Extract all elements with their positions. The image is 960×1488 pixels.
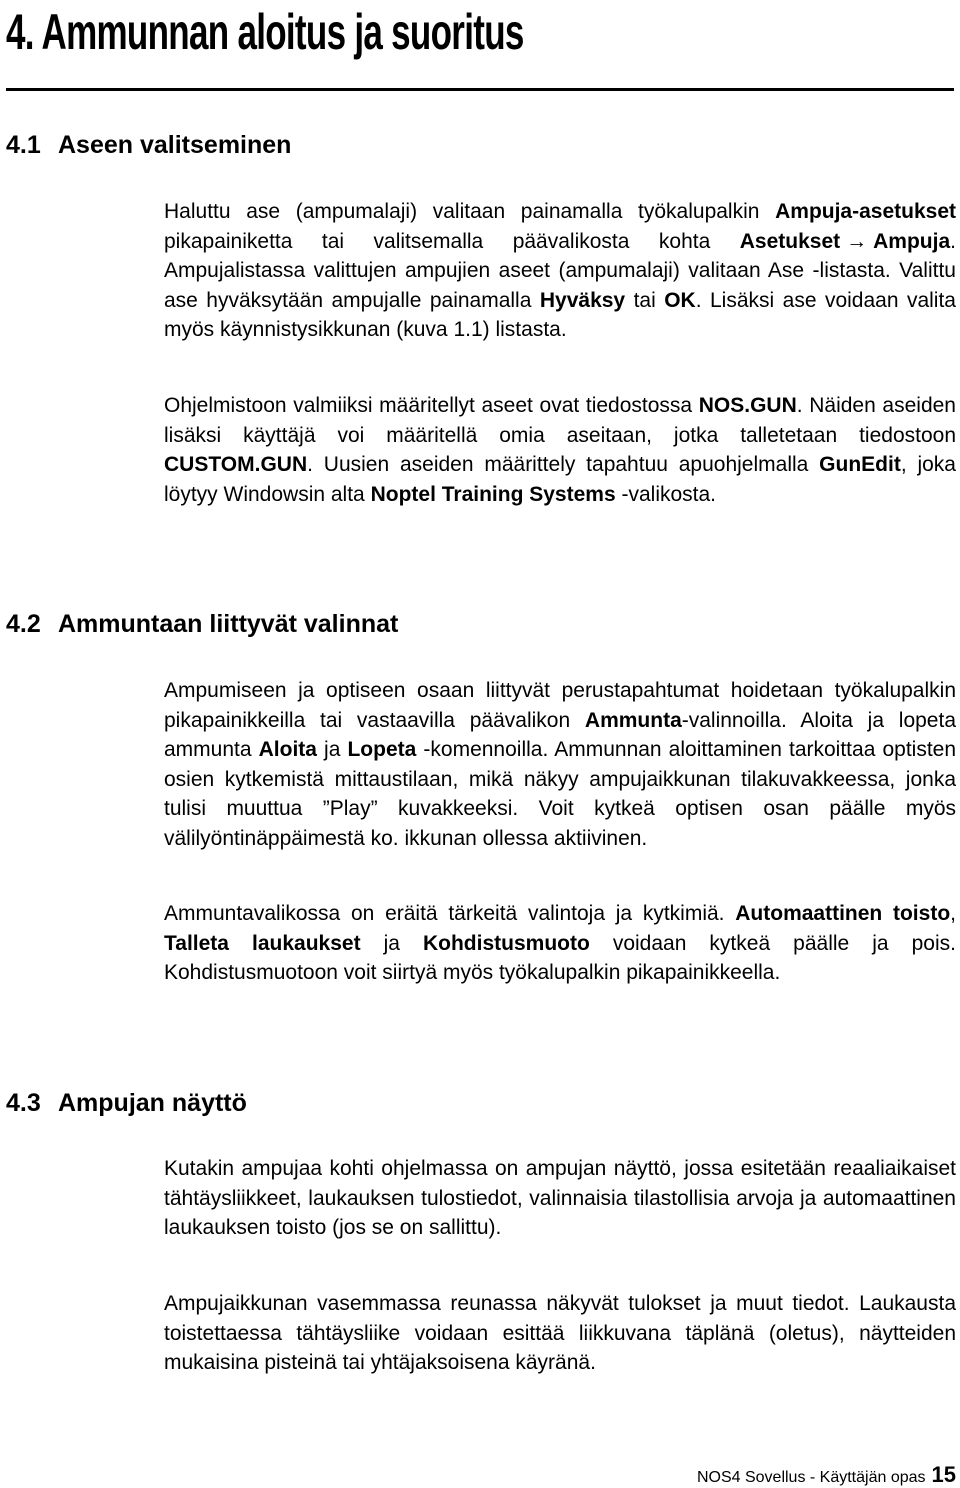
page-footer bbox=[697, 1462, 956, 1488]
text-run: -valikosta. bbox=[615, 482, 717, 506]
text-run: tai bbox=[625, 288, 665, 312]
paragraph bbox=[164, 1289, 956, 1378]
bold-term: Talleta laukaukset bbox=[164, 931, 361, 955]
text-run: Ammuntavalikossa on eräitä tärkeitä valintoja ja kytkimiä. bbox=[164, 902, 736, 925]
text-run: . Ampujalistassa valittujen ampujien aseet (ampumalaji) valitaan Ase -listasta. Valittu ase hyväksytään ampujalle painamalla bbox=[164, 229, 956, 312]
bold-term: Kohdistusmuoto bbox=[422, 931, 590, 955]
text-run: , bbox=[950, 902, 956, 925]
section-heading-4-3 bbox=[6, 1088, 247, 1118]
bold-term: OK bbox=[664, 288, 696, 312]
paragraph bbox=[164, 676, 956, 854]
section-title: Ammuntaan liittyvät valinnat bbox=[58, 610, 399, 638]
footer-text: NOS4 Sovellus - Käyttäjän opas bbox=[696, 1469, 926, 1486]
text-run: -valinnoilla. Aloita ja lopeta ammunta bbox=[164, 708, 956, 762]
section-number: 4.3 bbox=[6, 1089, 41, 1117]
text-run: Ohjelmistoon valmiiksi määritellyt aseet ovat tiedostossa bbox=[164, 394, 699, 417]
section-title: Ampujan näyttö bbox=[58, 1089, 247, 1117]
bold-term: CUSTOM.GUN bbox=[164, 453, 308, 477]
bold-term: Ammunta bbox=[584, 708, 682, 732]
bold-term: GunEdit bbox=[819, 453, 901, 477]
bold-term: Noptel Training Systems bbox=[370, 482, 616, 506]
text-run: Ampujaikkunan vasemmassa reunassa näkyvät tulokset ja muut tiedot. Laukausta toistettaessa tähtäysliike voidaan esittää liikkuvana täplänä (oletus), näytteiden mukaisina pisteinä tai yhtäjaksoisena käyränä. bbox=[164, 1292, 956, 1375]
bold-term: Ampuja bbox=[873, 229, 951, 253]
text-run: ja bbox=[316, 738, 348, 762]
bold-term: Ampuja-asetukset bbox=[775, 200, 956, 223]
bold-term: Aloita bbox=[258, 738, 317, 762]
text-run: , joka löytyy Windowsin alta bbox=[164, 453, 956, 506]
text-run: ja bbox=[360, 931, 423, 955]
paragraph bbox=[164, 899, 956, 988]
section-heading-4-1 bbox=[6, 130, 291, 160]
paragraph bbox=[164, 391, 956, 509]
section-number: 4.1 bbox=[6, 131, 41, 159]
section-number: 4.2 bbox=[6, 610, 41, 638]
section-heading-4-2 bbox=[6, 609, 398, 639]
bold-term: Lopeta bbox=[347, 738, 417, 762]
bold-term: NOS.GUN bbox=[698, 394, 797, 417]
text-run: -komennoilla. Ammunnan aloittaminen tarkoittaa optisten osien kytkemistä mittaustilaan, mikä näkyy ampujaikkunan tilakuvakkeessa, jonka tulisi muuttua ”Play” kuvakkeeksi. Voit kytkeä optisen osan päälle myös välilyöntinäppäimestä ko. ikkunan ollessa aktiivinen. bbox=[164, 738, 957, 850]
text-run: Ampumiseen ja optiseen osaan liittyvät perustapahtumat hoidetaan työkalupalkin pikapainikkeilla tai vastaavilla päävalikon bbox=[164, 679, 956, 732]
text-run: Kutakin ampujaa kohti ohjelmassa on ampujan näyttö, jossa esitetään reaaliaikaiset tähtäysliikkeet, laukauksen tulostiedot, valinnaisia tilastollisia arvoja ja automaattinen laukauksen toisto (jos se on sallittu). bbox=[164, 1157, 956, 1240]
bold-term: Asetukset bbox=[739, 229, 841, 253]
section-title: Aseen valitseminen bbox=[58, 131, 292, 159]
paragraph bbox=[164, 197, 956, 345]
text-run: . Uusien aseiden määrittely tapahtuu apuohjelmalla bbox=[307, 453, 820, 477]
paragraph bbox=[164, 1154, 956, 1243]
chapter-rule bbox=[6, 88, 954, 91]
page-number: 15 bbox=[931, 1462, 956, 1487]
bold-term: Hyväksy bbox=[539, 288, 626, 312]
arrow-right-icon: → bbox=[846, 229, 868, 253]
text-run: pikapainiketta tai valitsemalla päävalikosta kohta bbox=[164, 229, 740, 253]
text-run: . Lisäksi ase voidaan valita myös käynnistysikkunan (kuva 1.1) listasta. bbox=[164, 288, 956, 342]
chapter-title: 4. Ammunnan aloitus ja suoritus bbox=[6, 4, 524, 60]
text-run: Haluttu ase (ampumalaji) valitaan painamalla työkalupalkin bbox=[164, 200, 776, 223]
text-run: . Näiden aseiden lisäksi käyttäjä voi määritellä omia aseitaan, jotka talletetaan tiedostoon bbox=[164, 394, 956, 447]
text-run: voidaan kytkeä päälle ja pois. Kohdistusmuotoon voit siirtyä myös työkalupalkin pikapainikkeella. bbox=[164, 931, 956, 985]
bold-term: Automaattinen toisto bbox=[735, 902, 951, 925]
